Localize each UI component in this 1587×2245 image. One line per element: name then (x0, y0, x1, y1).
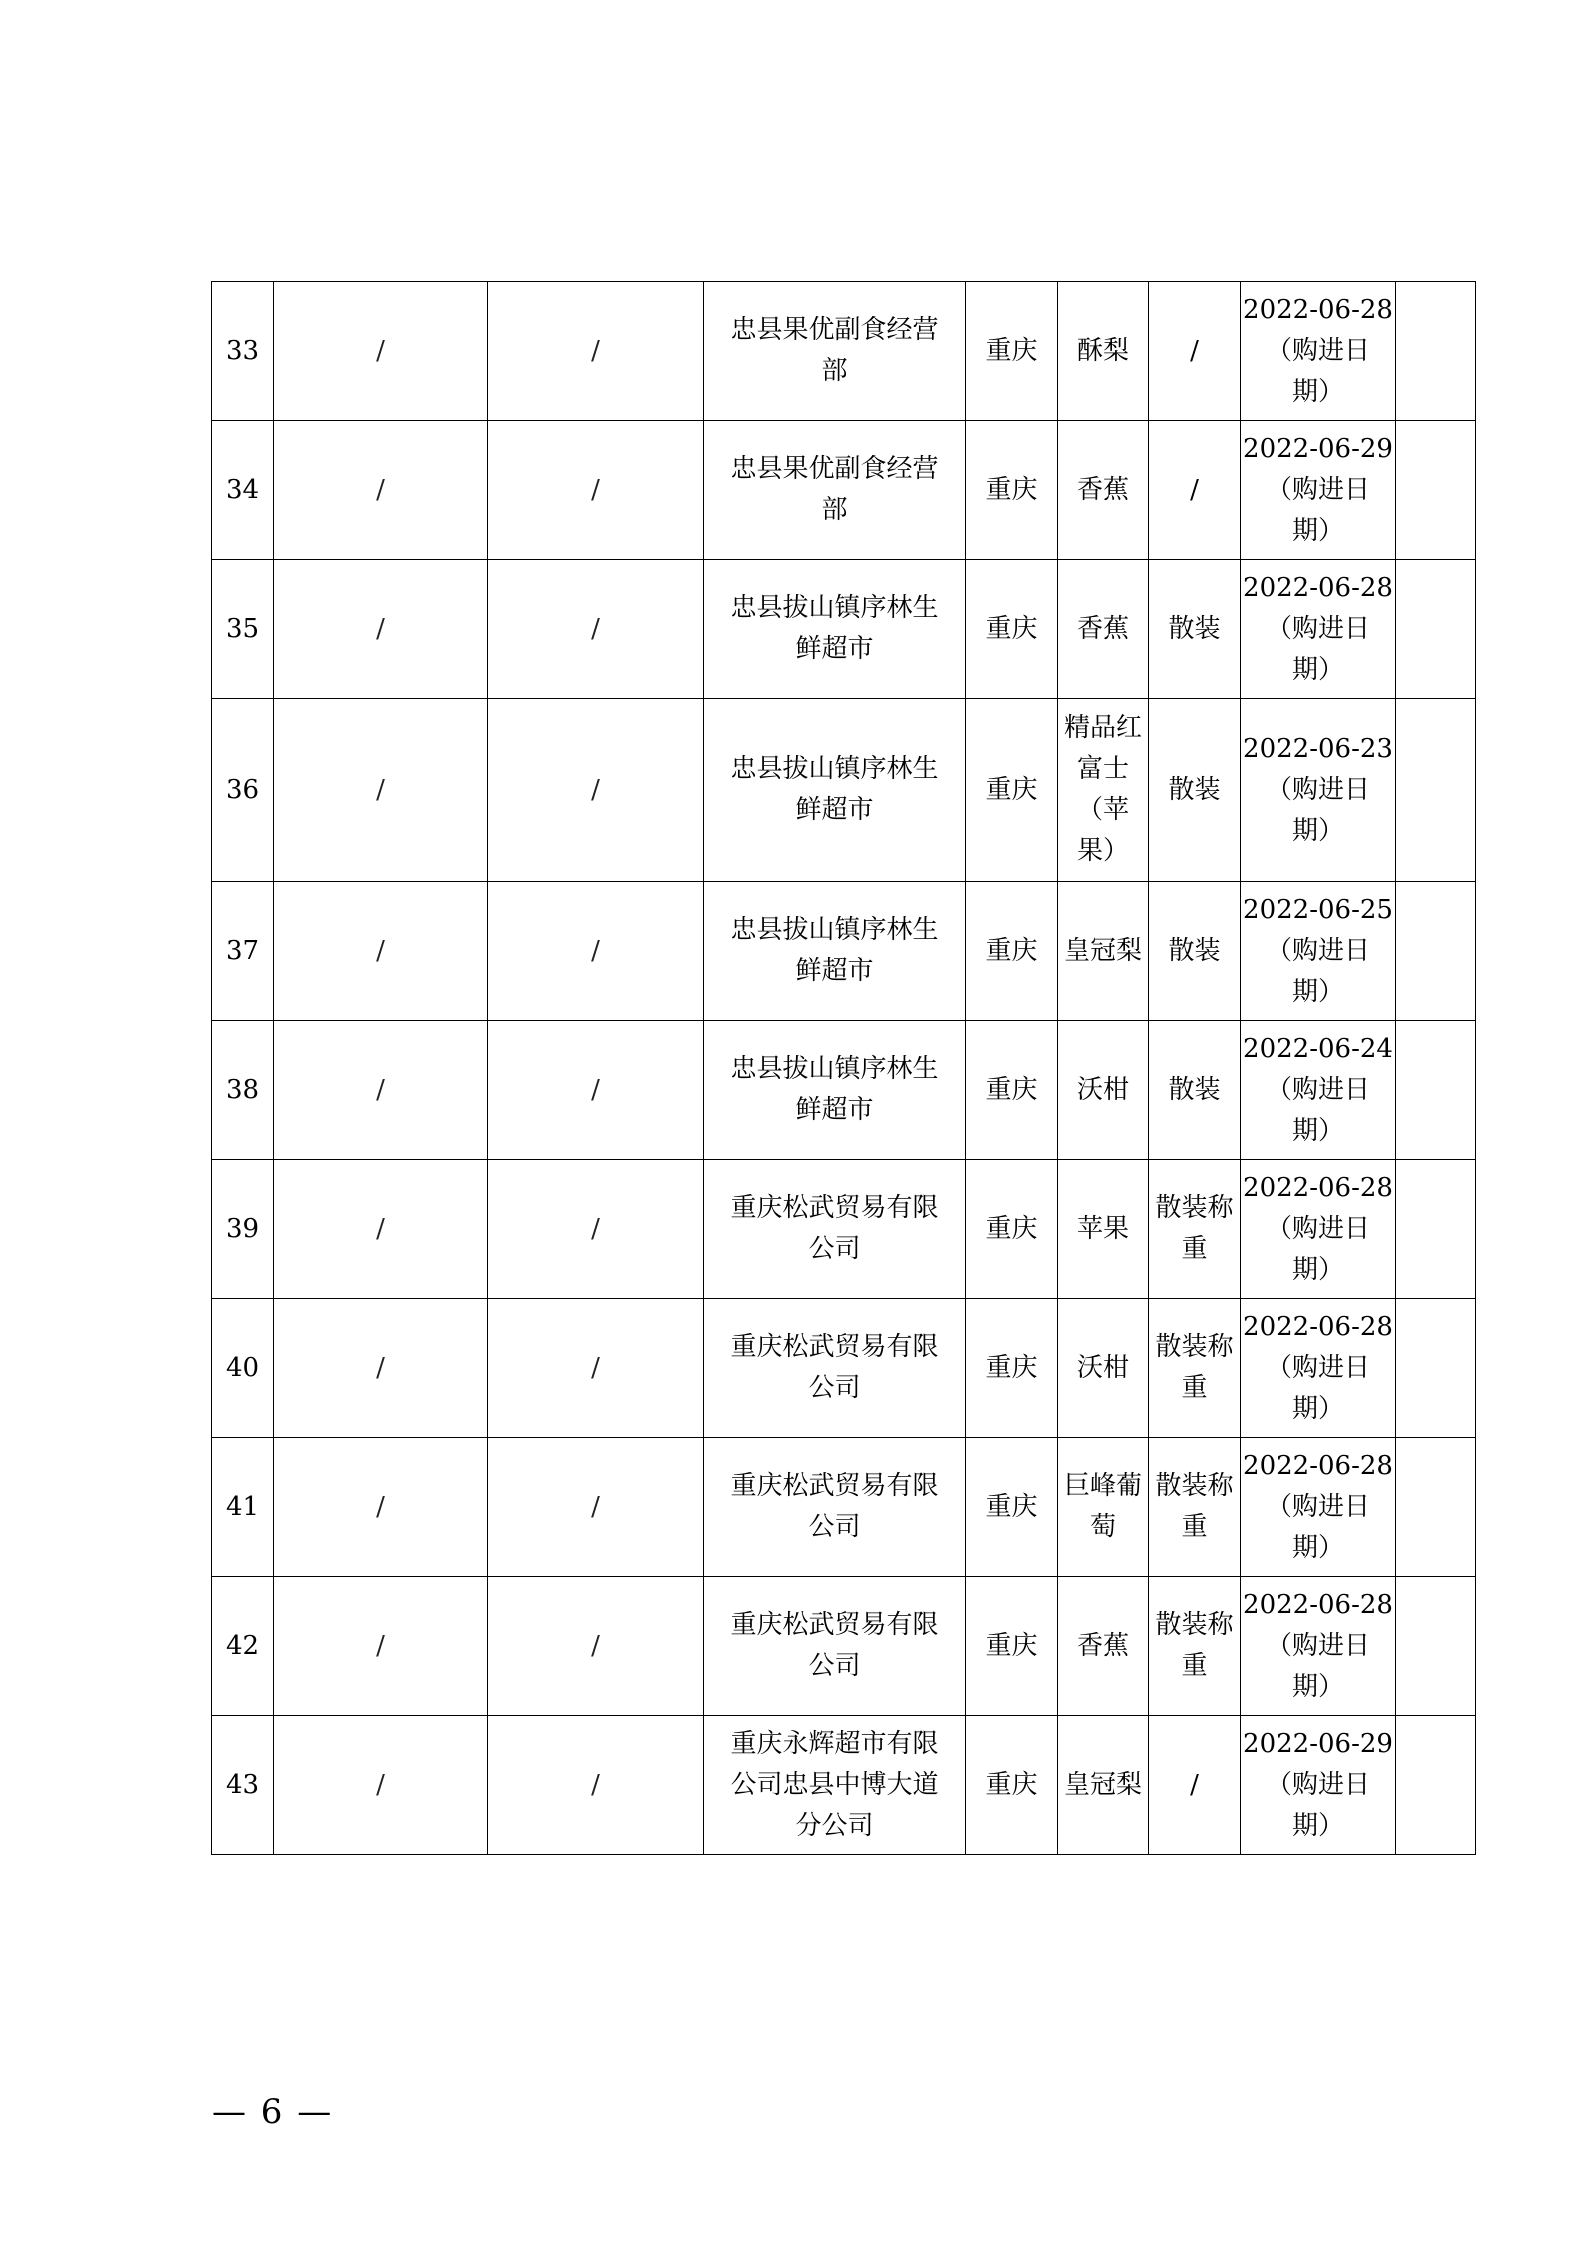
cell-date (1241, 1577, 1396, 1716)
cell-date-text: 2022-06-28 （购进日 期） (1243, 1172, 1393, 1285)
cell-region (966, 560, 1058, 699)
table-row (212, 1438, 1476, 1577)
cell-region-text: 重庆 (985, 1769, 1038, 1800)
cell-number (212, 882, 274, 1021)
cell-column-2 (274, 882, 488, 1021)
cell-date-text: 2022-06-24 （购进日 期） (1243, 1033, 1393, 1146)
cell-column-3 (488, 1160, 704, 1299)
cell-column-2-text: / (376, 1352, 385, 1383)
cell-product (1058, 1577, 1149, 1716)
cell-column-3 (488, 282, 704, 421)
cell-column-2-text: / (376, 935, 385, 966)
cell-remarks (1396, 1160, 1476, 1299)
cell-product (1058, 1299, 1149, 1438)
cell-region (966, 882, 1058, 1021)
cell-number-text: 39 (225, 1213, 260, 1244)
cell-packaging-text: 散装称 重 (1155, 1332, 1234, 1403)
table-row (212, 560, 1476, 699)
cell-packaging (1149, 882, 1241, 1021)
cell-column-3 (488, 1577, 704, 1716)
cell-packaging-text: 散装称 重 (1155, 1610, 1234, 1681)
cell-organization-text: 忠县拔山镇序林生 鲜超市 (730, 754, 939, 825)
cell-date-text: 2022-06-28 （购进日 期） (1243, 294, 1393, 407)
cell-packaging (1149, 1438, 1241, 1577)
cell-region-text: 重庆 (985, 1491, 1038, 1522)
cell-organization (704, 560, 966, 699)
cell-remarks (1396, 1716, 1476, 1855)
cell-product-text: 皇冠梨 (1063, 1769, 1142, 1800)
cell-column-2-text: / (376, 335, 385, 366)
cell-product-text: 沃柑 (1076, 1074, 1129, 1105)
cell-date (1241, 1299, 1396, 1438)
cell-region (966, 1021, 1058, 1160)
cell-organization-text: 忠县拔山镇序林生 鲜超市 (730, 1054, 939, 1125)
cell-column-3-text: / (591, 1491, 600, 1522)
cell-number (212, 1021, 274, 1160)
cell-packaging-text: 散装 (1168, 1074, 1221, 1105)
cell-organization-text: 重庆松武贸易有限 公司 (730, 1193, 939, 1264)
cell-region (966, 421, 1058, 560)
cell-packaging-text: / (1190, 1769, 1199, 1800)
table-row (212, 1299, 1476, 1438)
cell-organization (704, 1299, 966, 1438)
cell-date (1241, 1438, 1396, 1577)
cell-remarks (1396, 1438, 1476, 1577)
cell-column-2 (274, 1160, 488, 1299)
cell-number (212, 1160, 274, 1299)
cell-column-2-text: / (376, 1491, 385, 1522)
table-body (212, 282, 1476, 1855)
cell-number-text: 42 (225, 1630, 260, 1661)
cell-date (1241, 282, 1396, 421)
record-table (211, 281, 1476, 1855)
cell-organization-text: 重庆松武贸易有限 公司 (730, 1332, 939, 1403)
cell-remarks (1396, 560, 1476, 699)
cell-column-3 (488, 1021, 704, 1160)
cell-column-3 (488, 421, 704, 560)
cell-packaging (1149, 1021, 1241, 1160)
cell-date-text: 2022-06-29 （购进日 期） (1243, 433, 1393, 546)
cell-packaging-text: 散装 (1168, 613, 1221, 644)
cell-column-2-text: / (376, 1213, 385, 1244)
cell-column-3 (488, 1438, 704, 1577)
cell-region (966, 1160, 1058, 1299)
cell-number-text: 41 (225, 1491, 260, 1522)
cell-column-3-text: / (591, 335, 600, 366)
cell-region (966, 1438, 1058, 1577)
cell-column-3-text: / (591, 1769, 600, 1800)
cell-region-text: 重庆 (985, 1074, 1038, 1105)
cell-product (1058, 282, 1149, 421)
cell-packaging-text: 散装称 重 (1155, 1471, 1234, 1542)
cell-region (966, 282, 1058, 421)
cell-date (1241, 1716, 1396, 1855)
cell-date (1241, 699, 1396, 882)
cell-column-3-text: / (591, 1213, 600, 1244)
cell-organization (704, 882, 966, 1021)
cell-date (1241, 1160, 1396, 1299)
cell-date-text: 2022-06-23 （购进日 期） (1243, 733, 1393, 846)
cell-remarks (1396, 421, 1476, 560)
cell-organization (704, 1160, 966, 1299)
cell-packaging-text: 散装称 重 (1155, 1193, 1234, 1264)
cell-column-2-text: / (376, 613, 385, 644)
cell-column-2-text: / (376, 1074, 385, 1105)
cell-product-text: 香蕉 (1076, 613, 1129, 644)
cell-remarks (1396, 1021, 1476, 1160)
cell-column-3-text: / (591, 1352, 600, 1383)
cell-region-text: 重庆 (985, 1630, 1038, 1661)
cell-region (966, 1299, 1058, 1438)
cell-packaging (1149, 1577, 1241, 1716)
cell-organization-text: 忠县果优副食经营 部 (730, 454, 939, 525)
cell-column-2 (274, 282, 488, 421)
cell-organization (704, 1716, 966, 1855)
cell-product-text: 沃柑 (1076, 1352, 1129, 1383)
table-row (212, 1716, 1476, 1855)
cell-packaging (1149, 1160, 1241, 1299)
cell-column-2 (274, 1716, 488, 1855)
cell-remarks (1396, 1299, 1476, 1438)
cell-organization (704, 699, 966, 882)
cell-date-text: 2022-06-28 （购进日 期） (1243, 572, 1393, 685)
table-row (212, 1021, 1476, 1160)
cell-packaging-text: 散装 (1168, 935, 1221, 966)
cell-region-text: 重庆 (985, 774, 1038, 805)
cell-number (212, 560, 274, 699)
cell-number (212, 1299, 274, 1438)
cell-packaging (1149, 1716, 1241, 1855)
cell-region (966, 699, 1058, 882)
cell-remarks (1396, 1577, 1476, 1716)
cell-date-text: 2022-06-28 （购进日 期） (1243, 1450, 1393, 1563)
cell-product (1058, 882, 1149, 1021)
cell-packaging-text: 散装 (1168, 774, 1221, 805)
table-row (212, 282, 1476, 421)
cell-column-2 (274, 1577, 488, 1716)
cell-number (212, 699, 274, 882)
cell-column-2 (274, 1438, 488, 1577)
cell-column-3-text: / (591, 774, 600, 805)
table-row (212, 421, 1476, 560)
cell-organization (704, 1021, 966, 1160)
cell-region-text: 重庆 (985, 613, 1038, 644)
cell-organization (704, 1577, 966, 1716)
cell-product (1058, 1716, 1149, 1855)
cell-packaging-text: / (1190, 474, 1199, 505)
cell-number-text: 35 (225, 613, 260, 644)
cell-column-3-text: / (591, 935, 600, 966)
cell-packaging (1149, 421, 1241, 560)
cell-date-text: 2022-06-25 （购进日 期） (1243, 894, 1393, 1007)
cell-column-2 (274, 699, 488, 882)
page-number: — 6 — (212, 2092, 334, 2132)
cell-date (1241, 421, 1396, 560)
cell-organization-text: 重庆永辉超市有限 公司忠县中博大道 分公司 (730, 1728, 939, 1841)
cell-organization (704, 1438, 966, 1577)
cell-number-text: 40 (225, 1352, 260, 1383)
cell-product-text: 皇冠梨 (1063, 935, 1142, 966)
cell-packaging (1149, 1299, 1241, 1438)
cell-number (212, 282, 274, 421)
cell-column-3-text: / (591, 474, 600, 505)
cell-product (1058, 421, 1149, 560)
table-row (212, 1160, 1476, 1299)
cell-product (1058, 1160, 1149, 1299)
cell-column-2 (274, 1021, 488, 1160)
cell-number (212, 1577, 274, 1716)
cell-organization (704, 421, 966, 560)
table-row (212, 882, 1476, 1021)
cell-product-text: 苹果 (1076, 1213, 1129, 1244)
cell-organization-text: 重庆松武贸易有限 公司 (730, 1610, 939, 1681)
cell-organization-text: 忠县拔山镇序林生 鲜超市 (730, 915, 939, 986)
cell-remarks (1396, 282, 1476, 421)
cell-region-text: 重庆 (985, 474, 1038, 505)
cell-date-text: 2022-06-28 （购进日 期） (1243, 1311, 1393, 1424)
cell-product-text: 精品红 富士 （苹 果） (1063, 713, 1142, 866)
table-row (212, 699, 1476, 882)
cell-number (212, 1716, 274, 1855)
cell-column-3 (488, 699, 704, 882)
cell-product (1058, 560, 1149, 699)
cell-remarks (1396, 882, 1476, 1021)
cell-organization (704, 282, 966, 421)
table-row (212, 1577, 1476, 1716)
cell-product (1058, 699, 1149, 882)
cell-region-text: 重庆 (985, 1352, 1038, 1383)
cell-column-2-text: / (376, 1769, 385, 1800)
cell-number-text: 37 (225, 935, 260, 966)
cell-date (1241, 1021, 1396, 1160)
cell-column-3 (488, 882, 704, 1021)
cell-column-2-text: / (376, 1630, 385, 1661)
cell-organization-text: 忠县果优副食经营 部 (730, 315, 939, 386)
cell-region (966, 1716, 1058, 1855)
cell-date (1241, 882, 1396, 1021)
cell-product (1058, 1438, 1149, 1577)
cell-product (1058, 1021, 1149, 1160)
cell-product-text: 香蕉 (1076, 474, 1129, 505)
cell-number (212, 1438, 274, 1577)
cell-date (1241, 560, 1396, 699)
cell-column-2-text: / (376, 774, 385, 805)
cell-date-text: 2022-06-29 （购进日 期） (1243, 1728, 1393, 1841)
cell-number (212, 421, 274, 560)
cell-region (966, 1577, 1058, 1716)
cell-region-text: 重庆 (985, 935, 1038, 966)
cell-packaging (1149, 699, 1241, 882)
cell-number-text: 34 (225, 474, 260, 505)
cell-remarks (1396, 699, 1476, 882)
cell-number-text: 36 (225, 774, 260, 805)
cell-column-3 (488, 1716, 704, 1855)
cell-number-text: 43 (225, 1769, 260, 1800)
cell-column-3 (488, 1299, 704, 1438)
cell-region-text: 重庆 (985, 335, 1038, 366)
cell-organization-text: 重庆松武贸易有限 公司 (730, 1471, 939, 1542)
cell-region-text: 重庆 (985, 1213, 1038, 1244)
cell-column-2 (274, 421, 488, 560)
cell-column-2 (274, 560, 488, 699)
cell-organization-text: 忠县拔山镇序林生 鲜超市 (730, 593, 939, 664)
cell-column-3-text: / (591, 1074, 600, 1105)
cell-column-3 (488, 560, 704, 699)
cell-product-text: 香蕉 (1076, 1630, 1129, 1661)
cell-column-3-text: / (591, 613, 600, 644)
cell-date-text: 2022-06-28 （购进日 期） (1243, 1589, 1393, 1702)
cell-number-text: 38 (225, 1074, 260, 1105)
cell-product-text: 巨峰葡 萄 (1063, 1471, 1142, 1542)
cell-packaging (1149, 282, 1241, 421)
cell-packaging (1149, 560, 1241, 699)
cell-product-text: 酥梨 (1076, 335, 1129, 366)
cell-packaging-text: / (1190, 335, 1199, 366)
cell-column-3-text: / (591, 1630, 600, 1661)
cell-column-2 (274, 1299, 488, 1438)
cell-number-text: 33 (225, 335, 260, 366)
cell-column-2-text: / (376, 474, 385, 505)
